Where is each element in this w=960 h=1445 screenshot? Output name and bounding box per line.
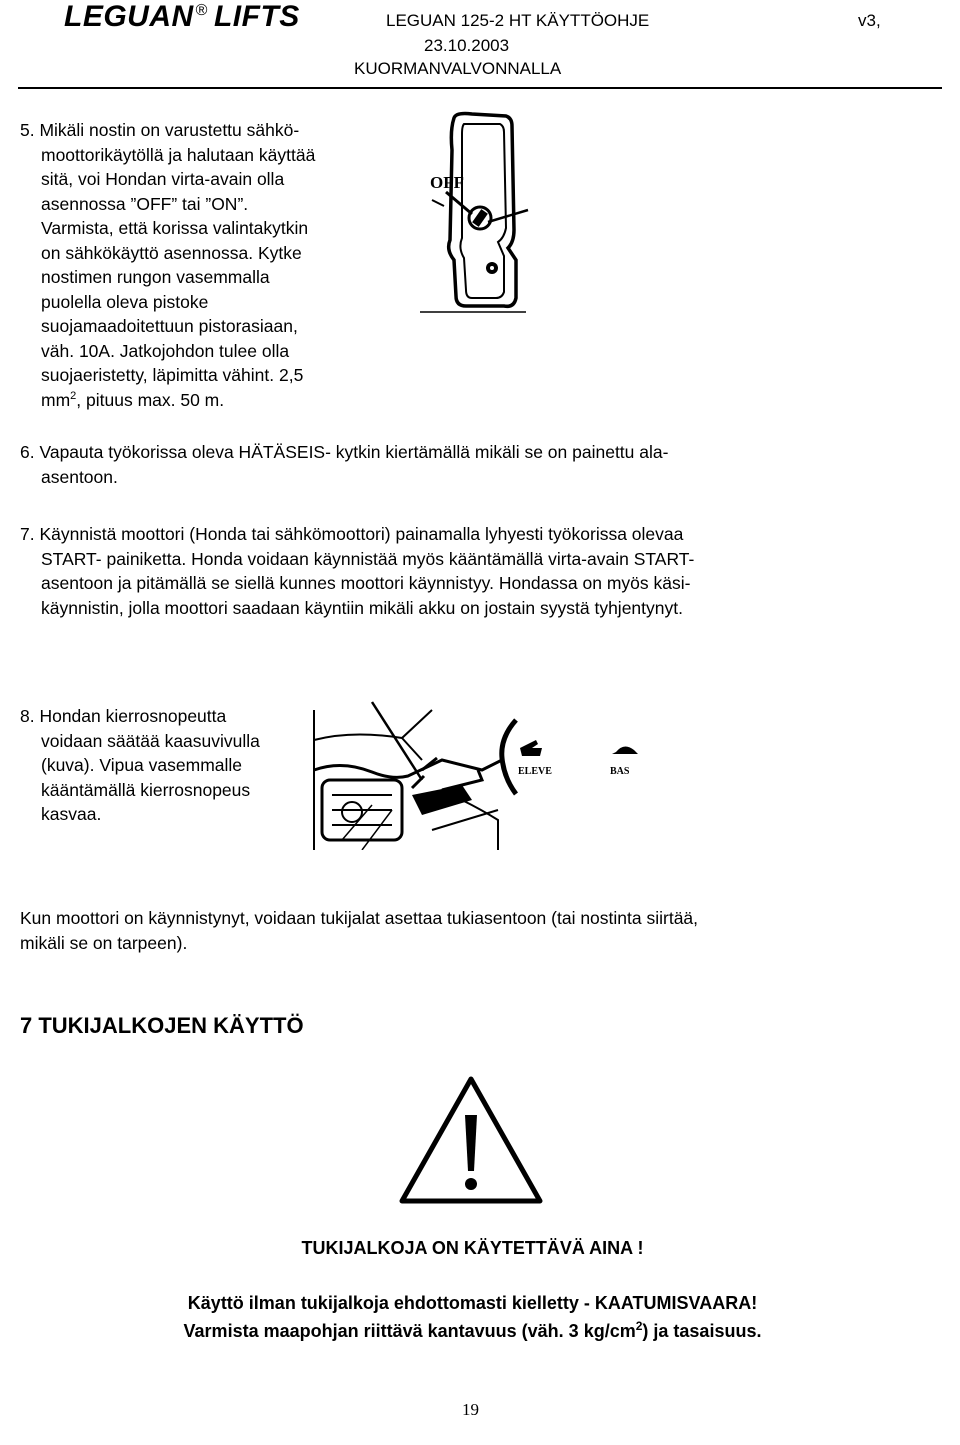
doc-date: 23.10.2003 xyxy=(424,36,510,55)
item-5-line: väh. 10A. Jatkojohdon tulee olla xyxy=(41,340,290,361)
logo-product: LIFTS xyxy=(213,0,300,33)
item-7-line: käynnistin, jolla moottori saadaan käyntiin mikäli akku on jostain syystä tyhjentynyt. xyxy=(41,597,683,618)
item-5-line: puolella oleva pistoke xyxy=(41,291,209,312)
warning-line-1: Käyttö ilman tukijalkoja ehdottomasti kielletty - KAATUMISVAARA! xyxy=(187,1293,758,1313)
item-7-line: START- painiketta. Honda voidaan käynnistää myös kääntämällä virta-avain START- xyxy=(41,548,695,569)
throttle-fast-label: ELEVE xyxy=(518,766,552,777)
item-8-text xyxy=(20,704,310,827)
warning-heading: TUKIJALKOJA ON KÄYTETTÄVÄ AINA ! xyxy=(301,1238,644,1258)
item-5-line: moottorikäytöllä ja halutaan käyttää xyxy=(41,144,316,165)
throttle-engine-illustration xyxy=(312,700,502,850)
after-start-line: mikäli se on tarpeen). xyxy=(20,932,188,953)
item-7-line: asentoon ja pitämällä se siellä kunnes moottori käynnistyy. Hondassa on myös käsi- xyxy=(41,573,691,593)
turtle-icon xyxy=(612,746,638,754)
item-8-line: 8. Hondan kierrosnopeutta xyxy=(20,706,227,726)
item-5-line: nostimen rungon vasemmalla xyxy=(41,267,270,287)
item-7-text xyxy=(20,522,930,620)
text-length: , pituus max. 50 m. xyxy=(76,389,225,410)
switch-off-label: OFF xyxy=(430,173,464,192)
warning-line-2-end: ) ja tasaisuus. xyxy=(642,1321,762,1341)
doc-department: KUORMANVALVONNALLA xyxy=(354,59,562,78)
item-5-line: 5. Mikäli nostin on varustettu sähkö- xyxy=(20,120,300,140)
item-5-last-line xyxy=(20,388,400,413)
item-8-line: kääntämällä kierrosnopeus xyxy=(41,779,251,800)
item-5-text xyxy=(20,118,400,412)
throttle-slow-label: BAS xyxy=(610,766,630,777)
item-6-line: asentoon. xyxy=(41,466,118,487)
section-title: 7 TUKIJALKOJEN KÄYTTÖ xyxy=(20,1013,304,1038)
brand-logo xyxy=(64,0,300,34)
warning-triangle-icon xyxy=(398,1075,544,1205)
page-number: 19 xyxy=(462,1400,479,1419)
ignition-switch-illustration xyxy=(416,110,536,320)
item-5-line: Varmista, että korissa valintakytkin xyxy=(41,218,309,238)
doc-version: v3, xyxy=(858,11,881,30)
text-mm: mm xyxy=(41,389,71,410)
throttle-lever-illustration xyxy=(496,718,646,798)
item-5-line: asennossa ”OFF” tai ”ON”. xyxy=(41,193,249,214)
item-8-line: voidaan säätää kaasuvivulla xyxy=(41,730,260,751)
superscript-2: 2 xyxy=(635,1319,643,1333)
item-5-line: sitä, voi Hondan virta-avain olla xyxy=(41,169,285,189)
logo-registered-mark: ® xyxy=(195,2,208,19)
item-6-text xyxy=(20,440,920,489)
item-5-line: suojaeristetty, läpimitta vähint. 2,5 xyxy=(41,365,304,385)
after-start-paragraph xyxy=(20,906,930,955)
superscript-2: 2 xyxy=(70,389,77,402)
warning-line-2 xyxy=(0,1319,945,1342)
rabbit-icon xyxy=(520,740,542,756)
header-divider xyxy=(18,87,942,89)
after-start-line: Kun moottori on käynnistynyt, voidaan tukijalat asettaa tukiasentoon (tai nostinta siirtää, xyxy=(20,908,699,928)
item-5-line: on sähkökäyttö asennossa. Kytke xyxy=(41,242,302,263)
doc-title: LEGUAN 125-2 HT KÄYTTÖOHJE xyxy=(386,11,650,30)
item-8-line: (kuva). Vipua vasemmalle xyxy=(41,755,243,775)
item-5-line: suojamaadoitettuun pistorasiaan, xyxy=(41,316,298,336)
item-6-line: 6. Vapauta työkorissa oleva HÄTÄSEIS- kytkin kiertämällä mikäli se on painettu ala- xyxy=(20,442,669,462)
warning-line-2-text: Varmista maapohjan riittävä kantavuus (väh. 3 kg/cm xyxy=(183,1321,636,1341)
item-8-line: kasvaa. xyxy=(41,804,102,824)
logo-brand: LEGUAN xyxy=(64,0,194,33)
item-7-line: 7. Käynnistä moottori (Honda tai sähkömoottori) painamalla lyhyesti työkorissa olevaa xyxy=(20,524,684,544)
